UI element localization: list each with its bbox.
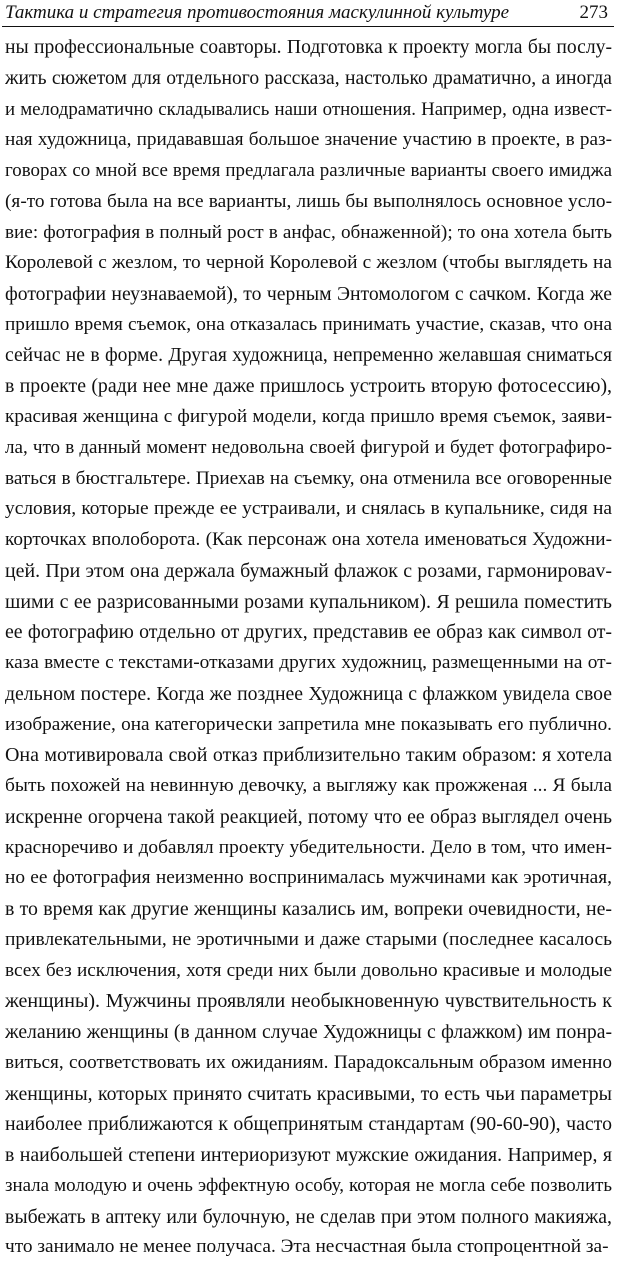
- text-line: дельном постере. Когда же позднее Художница с флажком увидела свое: [5, 682, 612, 705]
- text-line: что занимало не менее получаса. Эта несчастная была стопроцентной за-: [5, 1236, 609, 1258]
- text-line: в проекте (ради нее мне даже пришлось устроить вторую фотосессию),: [5, 375, 612, 398]
- text-line: изображение, она категорически запретила мне показывать его публично.: [5, 713, 612, 735]
- text-line: знала молодую и очень эффектную особу, которая не могла себе позволить: [5, 1174, 612, 1196]
- text-line: быть похожей на невинную девочку, а выгляжу как прожженая ... Я была: [5, 775, 612, 796]
- text-line: выбежать в аптеку или булочную, не сделав при этом полного макияжа,: [5, 1205, 612, 1228]
- text-line: каза вместе с текстами-отказами других художниц, размещенными на от-: [5, 652, 612, 673]
- text-line: цей. При этом она держала бумажный флажок с розами, гармонироваv-: [5, 559, 612, 582]
- text-line: сейчас не в форме. Другая художница, непременно желавшая сниматься: [5, 344, 612, 366]
- text-line: красивая женщина с фигурой модели, когда пришло время съемок, заяви-: [5, 406, 612, 427]
- text-line: и мелодраматично складывались наши отношения. Например, одна извест-: [5, 98, 612, 120]
- text-line: вие: фотография в полный рост в анфас, обнаженной); то она хотела быть: [5, 221, 612, 243]
- running-header: [0, 0, 620, 28]
- text-line: в наибольшей степени интериоризуют мужские ожидания. Например, я: [5, 1144, 612, 1166]
- text-line: ее фотографию отдельно от других, представив ее образ как символ от-: [5, 621, 612, 644]
- text-line: ная художница, придававшая большое значение участию в проекте, в раз-: [5, 129, 612, 151]
- text-line: ваться в бюстгальтере. Приехав на съемку, она отменила все оговоренные: [5, 467, 612, 489]
- page-number: 273: [579, 2, 608, 23]
- text-line: Она мотивировала свой отказ приблизительно таким образом: я хотела: [5, 744, 612, 767]
- text-line: женщины, которых принято считать красивыми, то есть чьи параметры: [5, 1082, 612, 1105]
- text-line: желанию женщины (в данном случае Художницы с флажком) им понра-: [5, 1021, 612, 1043]
- text-line: привлекательными, не эротичными и даже старыми (последнее касалось: [5, 928, 612, 950]
- text-line: всех без исключения, хотя среди них были довольно красивые и молодые: [5, 959, 612, 981]
- text-line: жить сюжетом для отдельного рассказа, настолько драматично, а иногда: [5, 67, 612, 89]
- text-line: условия, которые прежде ее устраивали, и снялась в купальнике, сидя на: [5, 498, 612, 520]
- text-line: искренне огорчена такой реакцией, потому что ее образ выглядел очень: [5, 805, 612, 828]
- header-rule: [2, 26, 614, 27]
- text-line: красноречиво и добавлял проекту убедительности. Дело в том, что имен-: [5, 836, 612, 858]
- text-line: (я-то готова была на все варианты, лишь бы выполнялось основное усло-: [5, 190, 612, 212]
- text-line: ла, что в данный момент недовольна своей фигурой и будет фотографиро-: [5, 436, 612, 458]
- text-line: ны профессиональные соавторы. Подготовка к проекту могла бы послу-: [5, 37, 612, 58]
- running-title: Тактика и стратегия противостояния маскулинной культуре: [5, 2, 510, 23]
- text-line: виться, соответствовать их ожиданиям. Парадоксальным образом именно: [5, 1051, 612, 1073]
- text-line: корточках вполоборота. (Как персонаж она хотела именоваться Художни-: [5, 529, 612, 550]
- text-line: Королевой с жезлом, то черной Королевой с жезлом (чтобы выглядеть на: [5, 252, 612, 274]
- text-line: женщины). Мужчины проявляли необыкновенную чувствительность к: [5, 990, 612, 1013]
- text-line: шими с ее разрисованными розами купальником). Я решила поместить: [5, 590, 612, 613]
- text-line: наиболее приближаются к общепринятым стандартам (90-60-90), часто: [5, 1113, 612, 1136]
- body-text: [5, 33, 612, 1263]
- text-line: в то время как другие женщины казались им, вопреки очевидности, не-: [5, 898, 612, 920]
- text-line: но ее фотография неизменно воспринималась мужчинами как эротичная,: [5, 867, 612, 889]
- text-line: говорах со мной все время предлагала различные варианты своего имиджа: [5, 160, 612, 181]
- text-line: пришло время съемок, она отказалась принимать участие, сказав, что она: [5, 313, 612, 335]
- text-line: фотографии неузнаваемой), то черным Энтомологом с сачком. Когда же: [5, 283, 612, 305]
